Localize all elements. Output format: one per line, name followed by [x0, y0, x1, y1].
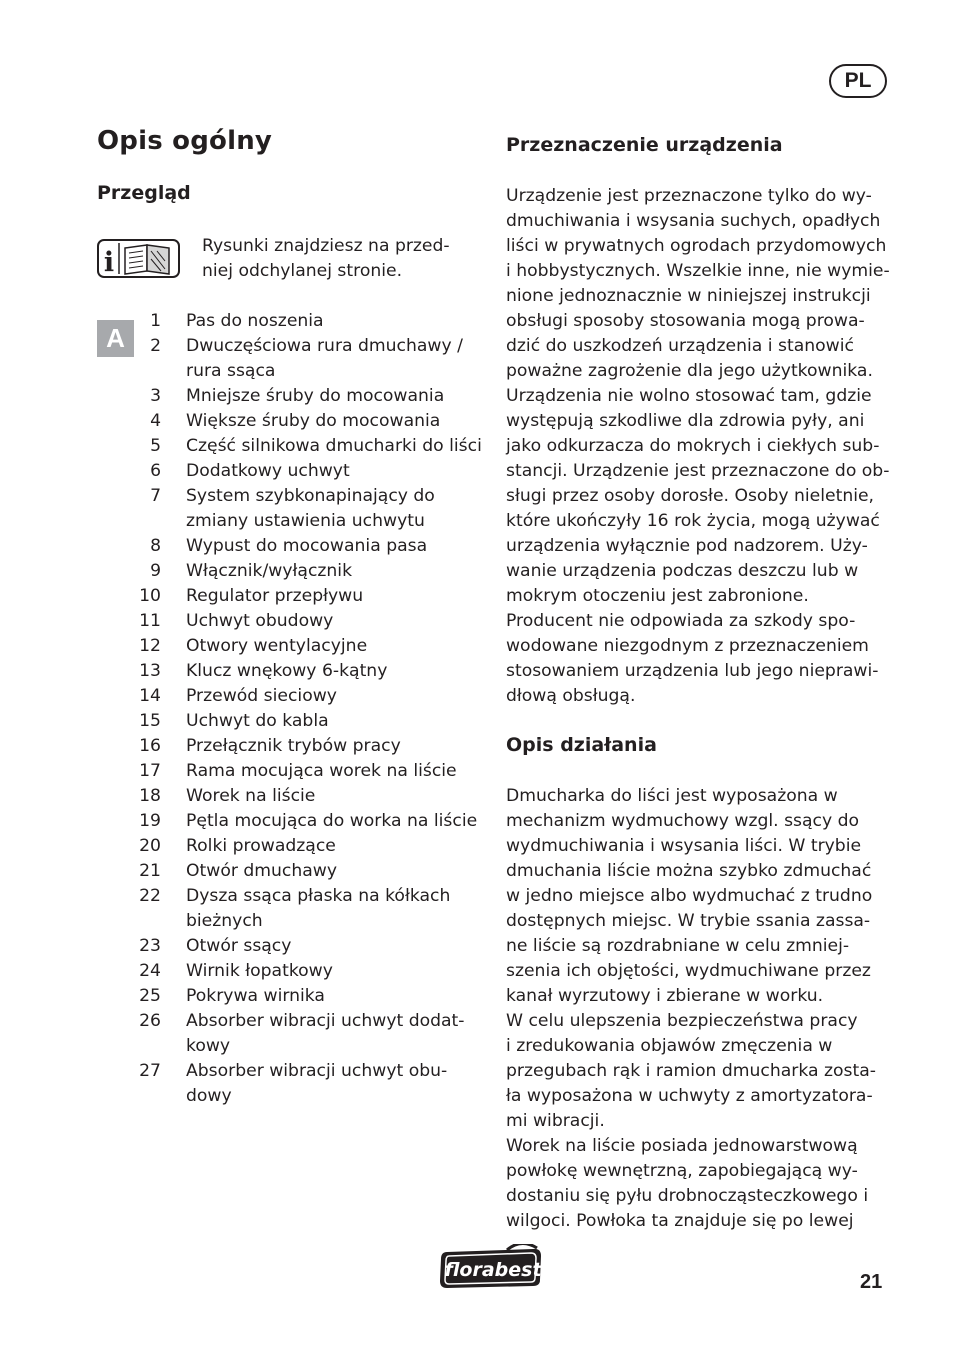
part-number: 12: [139, 636, 161, 656]
part-number: 20: [139, 836, 161, 856]
part-number: 18: [139, 786, 161, 806]
part-number: 5: [150, 436, 161, 456]
text-line: ne liście są rozdrabniane w celu zmniej-: [506, 936, 850, 956]
part-label: Wypust do mocowania pasa: [186, 536, 428, 556]
text-line: nione jednoznacznie w niniejszej instrukcji: [506, 286, 871, 306]
part-label: Uchwyt do kabla: [186, 711, 329, 731]
part-item: [132, 484, 484, 534]
part-item: [132, 859, 484, 884]
text-line: Worek na liście posiada jednowarstwową: [506, 1136, 858, 1156]
text-line: Dmucharka do liści jest wyposażona w: [506, 786, 838, 806]
function-heading: Opis działania: [506, 734, 657, 756]
part-label: Absorber wibracji uchwyt dodat-kowy: [186, 1011, 465, 1056]
part-number: 16: [139, 736, 161, 756]
part-item: [132, 584, 484, 609]
part-label: Dwuczęściowa rura dmuchawy / rura ssąca: [186, 336, 463, 381]
part-label: Uchwyt obudowy: [186, 611, 334, 631]
figure-reference-note: Rysunki znajdziesz na przed- niej odchylanej stronie.: [202, 236, 450, 281]
part-label: Włącznik/wyłącznik: [186, 561, 353, 581]
part-label: Otwór dmuchawy: [186, 861, 338, 881]
part-number: 17: [139, 761, 161, 781]
text-line: dostaniu się pyłu drobnocząsteczkowego i: [506, 1186, 869, 1206]
part-item: [132, 634, 484, 659]
language-badge: PL: [829, 64, 887, 98]
part-number: 24: [139, 961, 161, 981]
part-label: Absorber wibracji uchwyt obu-dowy: [186, 1061, 448, 1106]
part-number: 21: [139, 861, 161, 881]
part-label: Wirnik łopatkowy: [186, 961, 333, 981]
part-label: Pokrywa wirnika: [186, 986, 325, 1006]
text-line: wanie urządzenia podczas deszczu lub w: [506, 561, 859, 581]
part-item: [132, 384, 484, 409]
text-line: dostępnych miejsc. W trybie ssania zassa-: [506, 911, 871, 931]
part-number: 22: [139, 886, 161, 906]
part-item: [132, 434, 484, 459]
part-item: [132, 459, 484, 484]
part-number: 3: [150, 386, 161, 406]
florabest-logo: [437, 1244, 551, 1290]
part-number: 15: [139, 711, 161, 731]
part-label: Pas do noszenia: [186, 311, 324, 331]
text-line: występują szkodliwe dla zdrowia pyły, ani: [506, 411, 865, 431]
part-label: System szybkonapinający do zmiany ustawienia uchwytu: [186, 486, 435, 531]
text-line: liści w prywatnych ogrodach przydomowych: [506, 236, 887, 256]
part-item: [132, 659, 484, 684]
text-line: w jedno miejsce albo wydmuchać z trudno: [506, 886, 873, 906]
text-line: dmuchiwania i wsysania suchych, opadłych: [506, 211, 881, 231]
part-label: Otwór ssący: [186, 936, 292, 956]
text-line: mi wibracji.: [506, 1111, 605, 1131]
part-item: [132, 809, 484, 834]
part-label: Dodatkowy uchwyt: [186, 461, 350, 481]
parts-list: [132, 309, 484, 1109]
brand-wordmark: florabest: [444, 1259, 542, 1281]
part-item: [132, 309, 484, 334]
part-item: [132, 684, 484, 709]
text-line: poważne zagrożenie dla jego użytkownika.: [506, 361, 873, 381]
text-line: Producent nie odpowiada za szkody spo-: [506, 611, 856, 631]
part-number: 19: [139, 811, 161, 831]
text-line: dłową obsługą.: [506, 686, 636, 706]
part-item: [132, 734, 484, 759]
text-line: dmuchania liście można szybko zdmuchać: [506, 861, 872, 881]
text-line: mokrym otoczeniu jest zabronione.: [506, 586, 809, 606]
part-number: 8: [150, 536, 161, 556]
part-item: [132, 1009, 484, 1059]
part-item: [132, 534, 484, 559]
part-number: 7: [150, 486, 161, 506]
part-label: Rama mocująca worek na liście: [186, 761, 457, 781]
svg-text:i: i: [103, 247, 115, 278]
text-line: stancji. Urządzenie jest przeznaczone do ob-: [506, 461, 890, 481]
text-line: i zredukowania objawów zmęczenia w: [506, 1036, 833, 1056]
text-line: mechanizm wydmuchowy wzgl. ssący do: [506, 811, 860, 831]
text-line: ła wyposażona w uchwyty z amortyzatora-: [506, 1086, 873, 1106]
intended-use-heading: Przeznaczenie urządzenia: [506, 134, 783, 156]
part-number: 2: [150, 336, 161, 356]
text-line: stosowaniem urządzenia lub jego nieprawi-: [506, 661, 879, 681]
text-line: szenia ich objętości, wydmuchiwane przez: [506, 961, 871, 981]
text-line: urządzenia wyłącznie pod nadzorem. Uży-: [506, 536, 868, 556]
part-item: [132, 784, 484, 809]
part-label: Większe śruby do mocowania: [186, 411, 441, 431]
text-line: powłokę wewnętrzną, zapobiegającą wy-: [506, 1161, 858, 1181]
text-line: dzić do uszkodzeń urządzenia i stanowić: [506, 336, 854, 356]
part-label: Otwory wentylacyjne: [186, 636, 368, 656]
figure-a-label: A: [97, 320, 134, 357]
text-line: wilgoci. Powłoka ta znajduje się po lewej: [506, 1211, 854, 1231]
part-label: Mniejsze śruby do mocowania: [186, 386, 445, 406]
part-item: [132, 409, 484, 434]
page-number: 21: [860, 1271, 883, 1293]
part-label: Pętla mocująca do worka na liście: [186, 811, 478, 831]
manual-info-icon: [97, 239, 180, 278]
text-line: które ukończyły 16 rok życia, mogą używać: [506, 511, 880, 531]
part-item: [132, 884, 484, 934]
text-line: sługi przez osoby dorosłe. Osoby nieletnie,: [506, 486, 875, 506]
part-label: Dysza ssąca płaska na kółkach bieżnych: [186, 886, 451, 931]
part-item: [132, 759, 484, 784]
part-label: Regulator przepływu: [186, 586, 364, 606]
text-line: jako odkurzacza do mokrych i ciekłych sub-: [506, 436, 880, 456]
page-title: Opis ogólny: [97, 126, 273, 156]
text-line: wodowane niezgodnym z przeznaczeniem: [506, 636, 869, 656]
part-label: Część silnikowa dmucharki do liści: [186, 436, 482, 456]
text-line: W celu ulepszenia bezpieczeństwa pracy: [506, 1011, 858, 1031]
intended-use-text: [506, 184, 894, 709]
part-label: Rolki prowadzące: [186, 836, 336, 856]
part-number: 14: [139, 686, 161, 706]
function-text: [506, 784, 894, 1234]
part-label: Przełącznik trybów pracy: [186, 736, 401, 756]
part-number: 26: [139, 1011, 161, 1031]
part-item: [132, 1059, 484, 1109]
part-number: 23: [139, 936, 161, 956]
part-number: 25: [139, 986, 161, 1006]
part-number: 11: [139, 611, 161, 631]
part-item: [132, 709, 484, 734]
part-number: 4: [150, 411, 161, 431]
part-item: [132, 609, 484, 634]
part-item: [132, 934, 484, 959]
part-item: [132, 959, 484, 984]
part-number: 9: [150, 561, 161, 581]
text-line: Urządzenia nie wolno stosować tam, gdzie: [506, 386, 872, 406]
overview-heading: Przegląd: [97, 182, 191, 204]
part-label: Klucz wnękowy 6-kątny: [186, 661, 388, 681]
part-number: 6: [150, 461, 161, 481]
text-line: obsługi sposoby stosowania mogą prowa-: [506, 311, 865, 331]
part-number: 1: [150, 311, 161, 331]
part-number: 27: [139, 1061, 161, 1081]
text-line: przegubach rąk i ramion dmucharka zosta-: [506, 1061, 876, 1081]
part-item: [132, 334, 484, 384]
text-line: wydmuchiwania i wsysania liści. W trybie: [506, 836, 862, 856]
part-item: [132, 559, 484, 584]
text-line: kanał wyrzutowy i zbierane w worku.: [506, 986, 824, 1006]
part-label: Przewód sieciowy: [186, 686, 337, 706]
part-item: [132, 834, 484, 859]
part-number: 10: [139, 586, 161, 606]
part-label: Worek na liście: [186, 786, 316, 806]
part-item: [132, 984, 484, 1009]
text-line: i hobbystycznych. Wszelkie inne, nie wymie-: [506, 261, 890, 281]
part-number: 13: [139, 661, 161, 681]
text-line: Urządzenie jest przeznaczone tylko do wy-: [506, 186, 872, 206]
